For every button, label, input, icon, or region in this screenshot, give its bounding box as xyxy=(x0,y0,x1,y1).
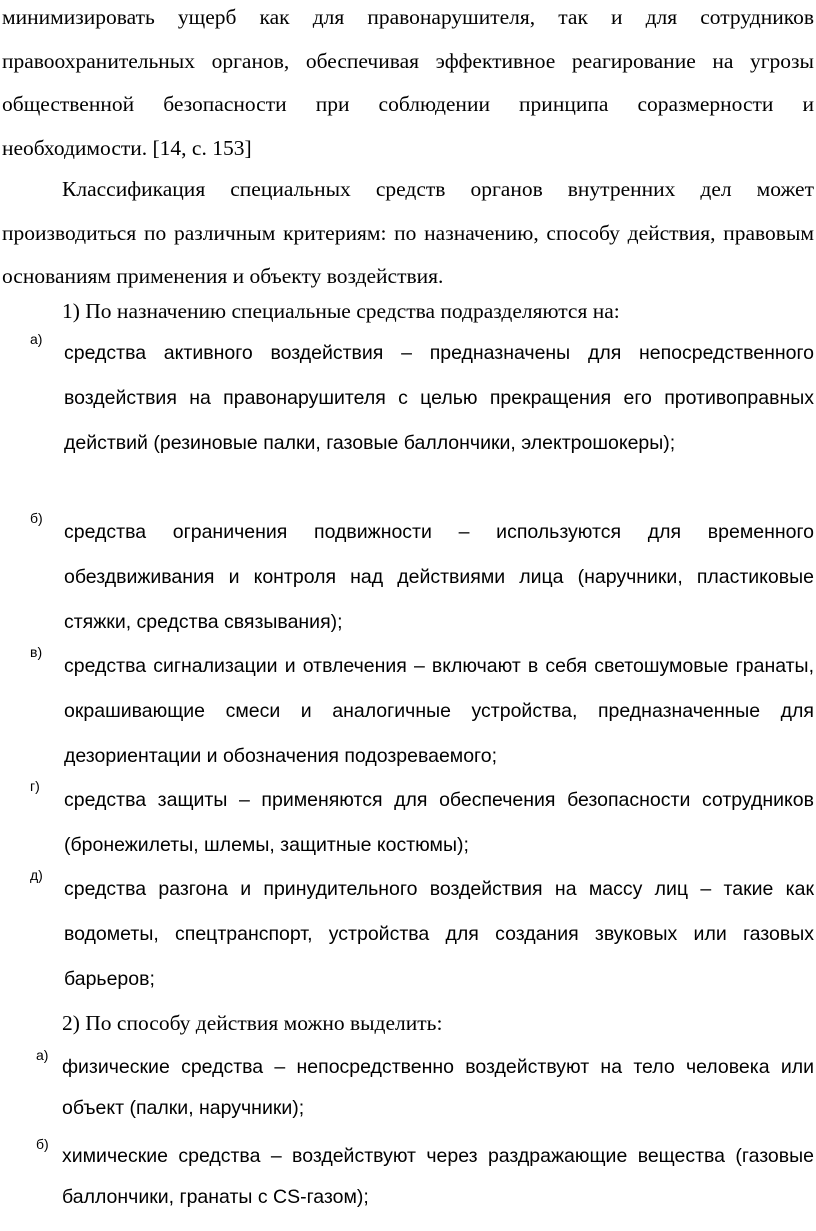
list-item-text: средства сигнализации и отвлечения – включают в себя светошумовые гранаты, окрашивающие смеси и аналогичные устройства, предназначенные для дезориентации и обозначения подозреваемого; xyxy=(64,655,814,767)
list-item xyxy=(0,1136,814,1218)
list-item-marker: а) xyxy=(30,331,43,347)
list-item-marker: д) xyxy=(30,867,43,883)
paragraph-intro: минимизировать ущерб как для правонарушителя, так и для сотрудников правоохранительных органов, обеспечивая эффективное реагирование на угрозы общественной безопасности при соблюдении принципа соразмерности и необходимости. [14, с. 153] xyxy=(2,5,814,160)
list-item-marker: б) xyxy=(36,1136,49,1152)
list-item-marker: г) xyxy=(30,778,40,794)
list-item-text: физические средства – непосредственно воздействуют на тело человека или объект (палки, наручники); xyxy=(62,1056,814,1119)
list-item-marker: в) xyxy=(30,644,43,660)
list-item-text: химические средства – воздействуют через раздражающие вещества (газовые баллончики, гранаты с CS-газом); xyxy=(62,1145,814,1208)
list-item xyxy=(0,778,814,868)
list-item-text: средства ограничения подвижности – используются для временного обездвиживания и контроля над действиями лица (наручники, пластиковые стяжки, средства связывания); xyxy=(64,521,814,633)
list-item xyxy=(0,644,814,779)
list-item-text: средства разгона и принудительного воздействия на массу лиц – такие как водометы, спецтранспорт, устройства для создания звуковых или газовых барьеров; xyxy=(64,878,814,990)
list-item-marker: а) xyxy=(36,1047,49,1063)
list-item xyxy=(0,510,814,645)
list-item xyxy=(0,331,814,466)
list-item-text: средства защиты – применяются для обеспечения безопасности сотрудников (бронежилеты, шлемы, защитные костюмы); xyxy=(64,789,814,856)
list-item-text: средства активного воздействия – предназначены для непосредственного воздействия на правонарушителя с целью прекращения его противоправных действий (резиновые палки, газовые баллончики, электрошокеры); xyxy=(64,342,814,454)
paragraph-classification: Классификация специальных средств органов внутренних дел может производиться по различным критериям: по назначению, способу действия, правовым основаниям применения и объекту воздействия. xyxy=(2,177,814,288)
section-1-heading: 1) По назначению специальные средства подразделяются на: xyxy=(62,299,620,323)
list-item xyxy=(0,1047,814,1129)
list-item xyxy=(0,867,814,1002)
section-2-heading: 2) По способу действия можно выделить: xyxy=(62,1011,443,1035)
list-item-marker: б) xyxy=(30,510,43,526)
